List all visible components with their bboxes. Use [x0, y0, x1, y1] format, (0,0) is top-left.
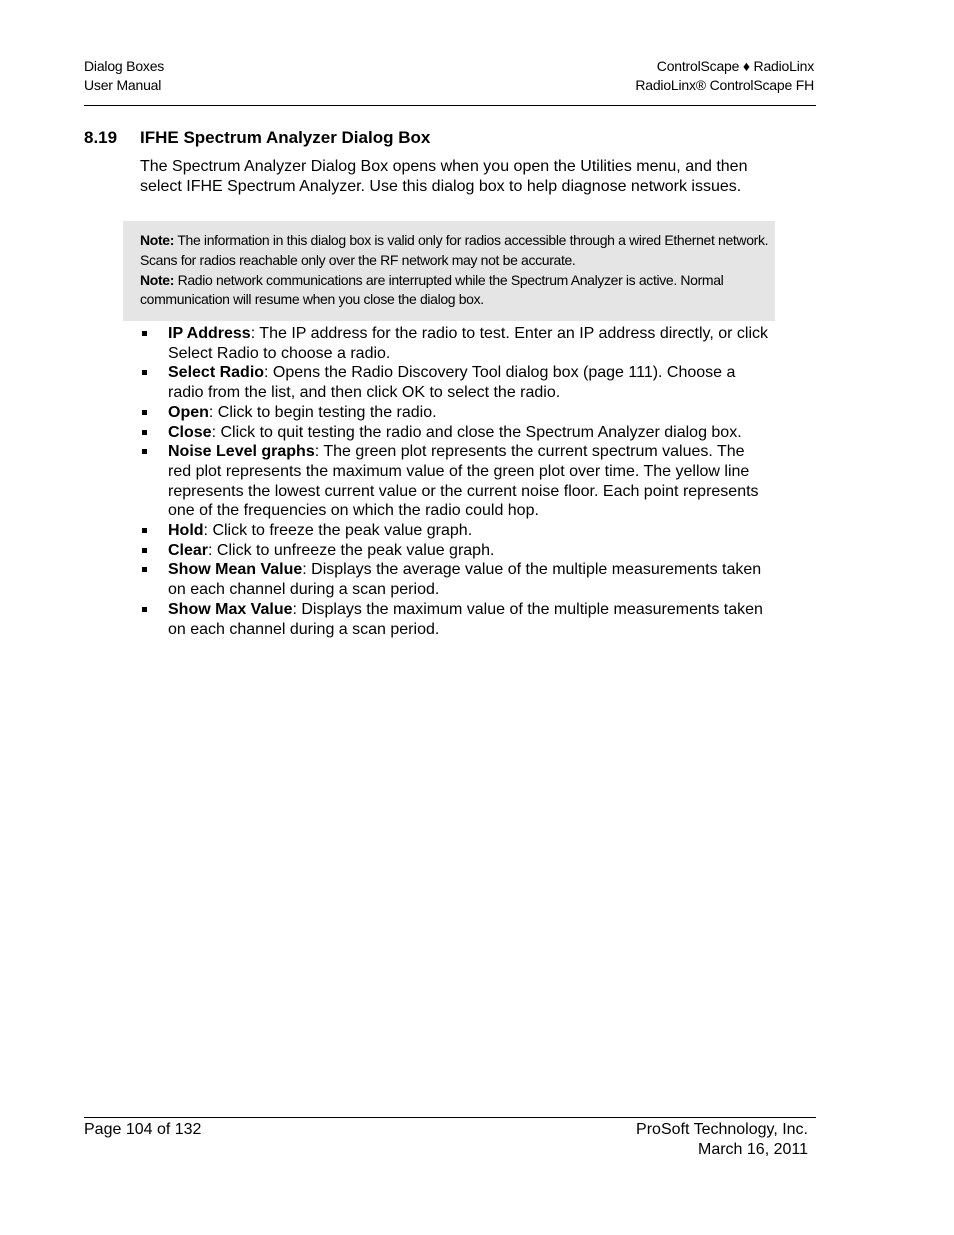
running-header-left: [84, 57, 164, 95]
running-header-right: [635, 57, 814, 95]
note-content: [140, 231, 770, 310]
list-item: [140, 541, 770, 561]
note-label: Note:: [140, 271, 175, 288]
list-item-text: : Click to freeze the peak value graph.: [203, 522, 473, 540]
list-item: [140, 403, 770, 423]
list-item-term: IP Address: [168, 325, 251, 342]
note-item: [140, 231, 770, 271]
square-bullet-icon: [142, 430, 147, 435]
list-item-term: Open: [168, 403, 209, 421]
section-title: IFHE Spectrum Analyzer Dialog Box: [140, 128, 431, 147]
list-item-text: : The IP address for the radio to test. Enter an IP address directly, or click Select Radio to choose a radio.: [168, 325, 768, 362]
option-list: [140, 324, 770, 639]
list-item: [140, 423, 770, 443]
list-item-text: : Click to quit testing the radio and close the Spectrum Analyzer dialog box.: [211, 423, 742, 441]
list-item-text: : Opens the Radio Discovery Tool dialog box (page 111). Choose a radio from the list, and then click OK to select the radio.: [168, 364, 736, 402]
header-product-line: ControlScape ♦ RadioLinx: [656, 58, 814, 74]
square-bullet-icon: [142, 528, 147, 533]
footer-company: ProSoft Technology, Inc.: [636, 1121, 808, 1138]
list-item: [140, 442, 770, 521]
square-bullet-icon: [142, 607, 147, 612]
page-number: Page 104 of 132: [84, 1121, 202, 1138]
header-product: RadioLinx® ControlScape FH: [635, 77, 814, 93]
list-item: [140, 324, 770, 363]
section-heading: [84, 127, 430, 149]
square-bullet-icon: [142, 331, 147, 336]
list-item-text: : Click to begin testing the radio.: [208, 403, 437, 421]
section-number: 8.19: [84, 128, 118, 147]
square-bullet-icon: [142, 548, 147, 553]
square-bullet-icon: [142, 449, 147, 454]
list-item-term: Clear: [168, 541, 209, 559]
note-label: Note:: [140, 232, 175, 248]
list-item-term: Show Max Value: [168, 600, 293, 618]
list-item: [140, 600, 770, 639]
list-item-term: Show Mean Value: [168, 561, 303, 579]
header-manual-type: User Manual: [84, 77, 162, 93]
note-body: The information in this dialog box is valid only for radios accessible through a wired Ethernet network. Scans for radios reachable only over the RF network may not be accurate.: [140, 232, 769, 268]
list-item: [140, 521, 770, 541]
footer-date: March 16, 2011: [698, 1141, 808, 1158]
footer-right: [636, 1120, 808, 1160]
list-item-text: : Displays the average value of the multiple measurements taken on each channel during a scan period.: [168, 561, 762, 599]
list-item-text: : The green plot represents the current spectrum values. The red plot represents the maximum value of the green plot over time. The yellow line represents the lowest current value or the current noise floor. Each point represents one of the frequencies on which the radio could hop.: [168, 443, 759, 520]
header-chapter: Dialog Boxes: [84, 58, 165, 74]
list-item: [140, 560, 770, 599]
list-item-text: : Click to unfreeze the peak value graph.: [208, 541, 495, 559]
square-bullet-icon: [142, 370, 147, 375]
footer-divider: [84, 1117, 816, 1118]
list-item-term: Hold: [168, 522, 204, 540]
list-item: [140, 363, 770, 402]
intro-paragraph: The Spectrum Analyzer Dialog Box opens when you open the Utilities menu, and then select IFHE Spectrum Analyzer. Use this dialog box to help diagnose network issues.: [140, 158, 748, 195]
header-divider: [84, 105, 816, 106]
list-item-term: Close: [168, 423, 212, 441]
list-item-text: : Displays the maximum value of the multiple measurements taken on each channel during a scan period.: [168, 600, 763, 638]
list-item-term: Select Radio: [168, 364, 265, 382]
square-bullet-icon: [142, 567, 147, 572]
square-bullet-icon: [142, 410, 147, 415]
note-body: Radio network communications are interrupted while the Spectrum Analyzer is active. Normal communication will resume when you close the dialog box.: [140, 271, 724, 308]
note-item: [140, 271, 770, 311]
list-item-term: Noise Level graphs: [168, 443, 315, 461]
